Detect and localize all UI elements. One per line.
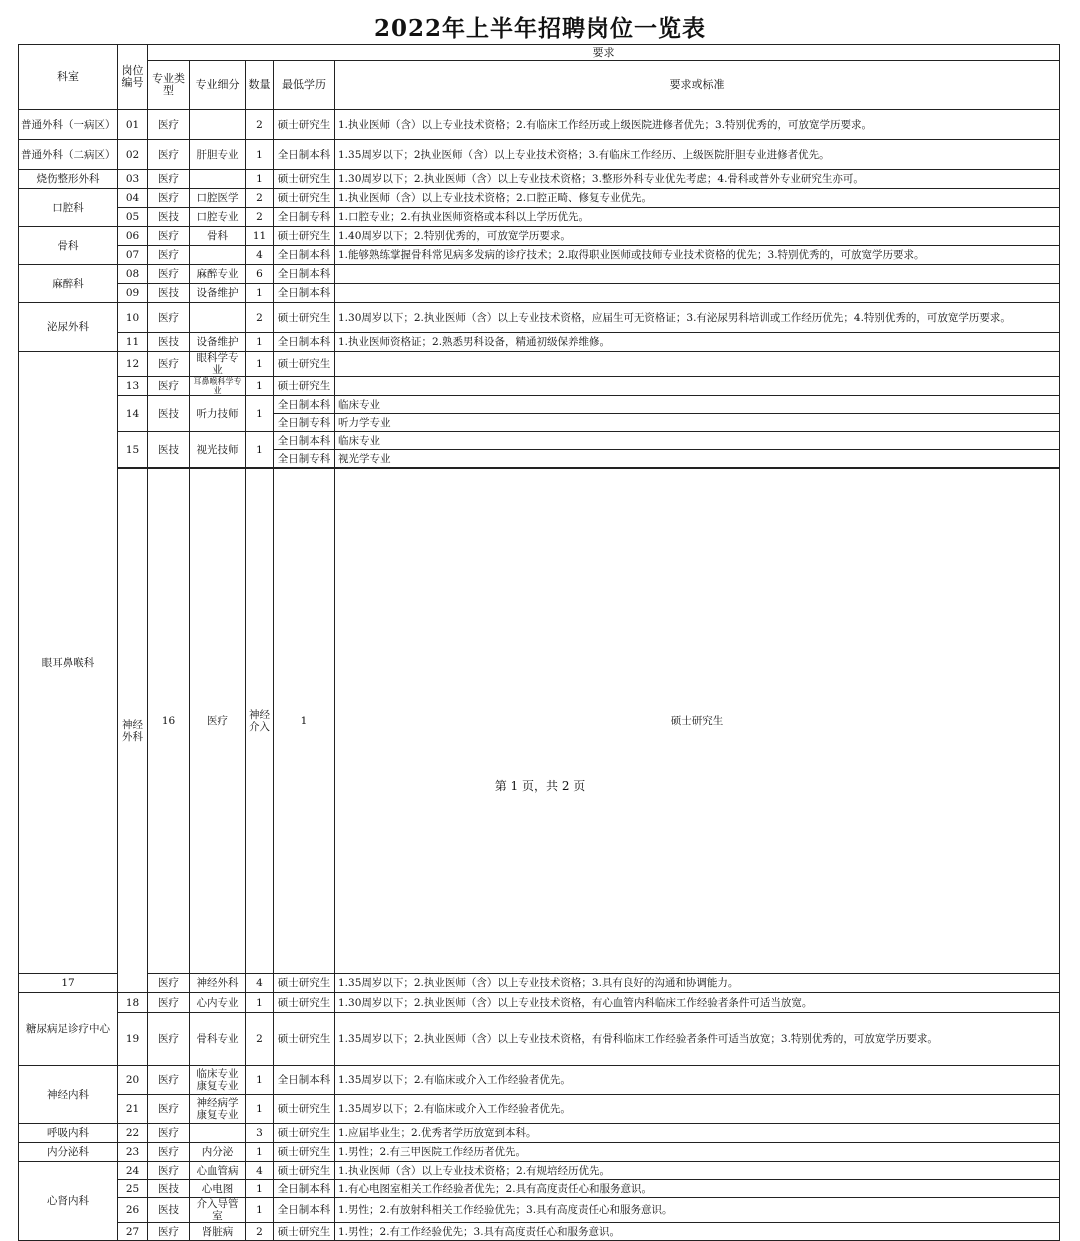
requirement-cell: 1.执业医师资格证；2.熟悉男科设备，精通初级保养维修。 [335,333,1060,352]
table-row [19,432,1060,450]
count-cell: 1 [246,1095,274,1124]
post-no-cell: 06 [118,227,148,246]
page-title: 2022年上半年招聘岗位一览表 [373,15,706,42]
post-no-cell: 23 [118,1143,148,1162]
specialty-cell: 骨科专业 [190,1013,246,1066]
dept-cell: 口腔科 [19,189,118,227]
education-cell: 全日制本科 [274,1180,335,1198]
type-cell: 医疗 [148,140,190,170]
post-no-cell: 13 [118,377,148,396]
type-cell: 医疗 [148,1223,190,1241]
post-no-cell: 04 [118,189,148,208]
table-row [19,974,1060,993]
count-cell: 2 [246,1223,274,1241]
count-cell: 1 [246,1066,274,1095]
table-row [19,1162,1060,1180]
table-row [19,170,1060,189]
requirement-cell: 1.35周岁以下；2.有临床或介入工作经验者优先。 [335,1095,1060,1124]
type-cell: 医技 [148,1180,190,1198]
specialty-cell: 口腔医学 [190,189,246,208]
table-row [19,189,1060,208]
count-cell: 4 [246,1162,274,1180]
table-row [19,110,1060,140]
count-cell: 1 [246,993,274,1013]
requirement-cell: 1.执业医师（含）以上专业技术资格；2.有临床工作经历或上级医院进修者优先；3.特别优秀的，可放宽学历要求。 [335,110,1060,140]
header-count: 数量 [246,61,274,110]
count-cell: 1 [246,333,274,352]
table-row [19,1013,1060,1066]
type-cell: 医疗 [148,227,190,246]
recruitment-table [18,44,1060,1241]
education-cell: 全日制本科 [274,1066,335,1095]
education-cell: 全日制本科 [274,284,335,303]
post-no-cell: 03 [118,170,148,189]
requirement-cell: 1.有心电图室相关工作经验者优先；2.具有高度责任心和服务意识。 [335,1180,1060,1198]
dept-cell: 麻醉科 [19,265,118,303]
education-cell: 全日制专科 [274,450,335,468]
count-cell: 1 [246,377,274,396]
table-row [19,396,1060,414]
type-cell: 医疗 [148,1162,190,1180]
type-cell: 医疗 [148,974,190,993]
specialty-cell: 肝胆专业 [190,140,246,170]
requirement-cell: 1.执业医师（含）以上专业技术资格；2.口腔正畸、修复专业优先。 [335,189,1060,208]
post-no-cell: 26 [118,1198,148,1223]
specialty-cell: 设备维护 [190,333,246,352]
education-cell: 全日制本科 [274,265,335,284]
specialty-cell: 耳鼻喉科学专业 [190,377,246,396]
table-row [19,1095,1060,1124]
education-cell: 硕士研究生 [335,469,1060,974]
header-requirements: 要求 [148,45,1060,61]
requirement-cell: 1.男性；2.有工作经验优先；3.具有高度责任心和服务意识。 [335,1223,1060,1241]
table-row [19,377,1060,396]
type-cell: 医技 [148,432,190,468]
type-cell: 医疗 [148,1124,190,1143]
dept-cell: 糖尿病足诊疗中心 [19,993,118,1066]
requirement-cell: 1.能够熟练掌握骨科常见病多发病的诊疗技术；2.取得职业医师或技师专业技术资格的优先；3.特别优秀的，可放宽学历要求。 [335,246,1060,265]
specialty-cell: 口腔专业 [190,208,246,227]
education-cell: 全日制本科 [274,1198,335,1223]
table-row [19,469,1060,974]
type-cell: 医疗 [148,1066,190,1095]
post-no-cell: 18 [118,993,148,1013]
type-cell: 医技 [148,284,190,303]
specialty-cell [190,246,246,265]
education-cell: 硕士研究生 [274,377,335,396]
requirement-cell: 1.30周岁以下；2.执业医师（含）以上专业技术资格，应届生可无资格证；3.有泌尿男科培训或工作经历优先；4.特别优秀的，可放宽学历要求。 [335,303,1060,333]
type-cell: 医疗 [148,352,190,377]
header-type: 专业类型 [148,61,190,110]
count-cell: 2 [246,1013,274,1066]
requirement-cell: 听力学专业 [335,414,1060,432]
specialty-cell: 神经外科 [190,974,246,993]
specialty-cell: 神经介入 [246,469,274,974]
education-cell: 硕士研究生 [274,1124,335,1143]
specialty-cell: 设备维护 [190,284,246,303]
education-cell: 硕士研究生 [274,974,335,993]
count-cell: 1 [246,1180,274,1198]
education-cell: 全日制专科 [274,208,335,227]
type-cell: 医技 [148,333,190,352]
requirement-cell: 1.35周岁以下；2.执业医师（含）以上专业技术资格；3.具有良好的沟通和协调能力。 [335,974,1060,993]
post-no-cell: 10 [118,303,148,333]
post-no-cell: 08 [118,265,148,284]
specialty-cell: 心电图 [190,1180,246,1198]
specialty-cell: 眼科学专业 [190,352,246,377]
specialty-cell [190,170,246,189]
type-cell: 医疗 [148,246,190,265]
table-row [19,284,1060,303]
table-row [19,993,1060,1013]
requirement-cell: 视光学专业 [335,450,1060,468]
header-standard: 要求或标准 [335,61,1060,110]
specialty-cell: 内分泌 [190,1143,246,1162]
requirement-cell: 临床专业 [335,396,1060,414]
count-cell: 4 [246,246,274,265]
type-cell: 医疗 [148,265,190,284]
type-cell: 医技 [148,396,190,432]
count-cell: 2 [246,110,274,140]
post-no-cell: 20 [118,1066,148,1095]
requirement-cell: 1.执业医师（含）以上专业技术资格；2.有规培经历优先。 [335,1162,1060,1180]
dept-cell: 呼吸内科 [19,1124,118,1143]
table-row [19,246,1060,265]
specialty-cell: 肾脏病 [190,1223,246,1241]
education-cell: 全日制本科 [274,140,335,170]
requirement-cell [335,377,1060,396]
dept-cell: 普通外科（二病区） [19,140,118,170]
table-row [19,265,1060,284]
education-cell: 全日制本科 [274,333,335,352]
requirement-cell [335,284,1060,303]
type-cell: 医疗 [148,1143,190,1162]
table-row [19,303,1060,333]
specialty-cell: 听力技师 [190,396,246,432]
page-footer: 第 1 页，共 2 页 [494,779,586,793]
specialty-cell [190,303,246,333]
post-no-cell: 09 [118,284,148,303]
requirement-cell: 1.男性；2.有放射科相关工作经验优先；3.具有高度责任心和服务意识。 [335,1198,1060,1223]
education-cell: 硕士研究生 [274,110,335,140]
post-no-cell: 17 [19,974,118,993]
education-cell: 全日制本科 [274,396,335,414]
education-cell: 硕士研究生 [274,189,335,208]
education-cell: 硕士研究生 [274,170,335,189]
count-cell: 1 [246,1198,274,1223]
education-cell: 全日制专科 [274,414,335,432]
post-no-cell: 02 [118,140,148,170]
post-no-cell: 21 [118,1095,148,1124]
header-specialty: 专业细分 [190,61,246,110]
table-row [19,227,1060,246]
dept-cell: 眼耳鼻喉科 [19,352,118,974]
requirement-cell: 1.口腔专业；2.有执业医师资格或本科以上学历优先。 [335,208,1060,227]
count-cell: 11 [246,227,274,246]
count-cell: 6 [246,265,274,284]
post-no-cell: 25 [118,1180,148,1198]
type-cell: 医技 [148,1198,190,1223]
type-cell: 医疗 [190,469,246,974]
count-cell: 1 [274,469,335,974]
count-cell: 1 [246,432,274,468]
dept-cell: 心肾内科 [19,1162,118,1241]
requirement-cell [335,265,1060,284]
specialty-cell: 视光技师 [190,432,246,468]
table-row [19,1066,1060,1095]
post-no-cell: 24 [118,1162,148,1180]
type-cell: 医疗 [148,377,190,396]
type-cell: 医疗 [148,110,190,140]
education-cell: 硕士研究生 [274,1143,335,1162]
type-cell: 医疗 [148,1095,190,1124]
header-dept: 科室 [19,45,118,110]
table-row [19,1124,1060,1143]
dept-cell: 内分泌科 [19,1143,118,1162]
specialty-cell [190,110,246,140]
specialty-cell [190,1124,246,1143]
type-cell: 医疗 [148,189,190,208]
count-cell: 1 [246,140,274,170]
type-cell: 医疗 [148,170,190,189]
dept-cell: 神经外科 [118,469,148,993]
count-cell: 1 [246,170,274,189]
table-row [19,1143,1060,1162]
requirement-cell: 1.35周岁以下；2执业医师（含）以上专业技术资格；3.有临床工作经历、上级医院肝胆专业进修者优先。 [335,140,1060,170]
dept-cell: 骨科 [19,227,118,265]
post-no-cell: 01 [118,110,148,140]
count-cell: 1 [246,284,274,303]
dept-cell: 泌尿外科 [19,303,118,352]
post-no-cell: 19 [118,1013,148,1066]
count-cell: 2 [246,208,274,227]
type-cell: 医技 [148,208,190,227]
education-cell: 全日制本科 [274,246,335,265]
type-cell: 医疗 [148,303,190,333]
header-post-no: 岗位编号 [118,45,148,110]
education-cell: 硕士研究生 [274,1013,335,1066]
dept-cell: 烧伤整形外科 [19,170,118,189]
post-no-cell: 15 [118,432,148,468]
post-no-cell: 07 [118,246,148,265]
count-cell: 2 [246,303,274,333]
dept-cell: 神经内科 [19,1066,118,1124]
count-cell: 1 [246,396,274,432]
table-row [19,140,1060,170]
specialty-cell: 心血管病 [190,1162,246,1180]
specialty-cell: 介入导管室 [190,1198,246,1223]
education-cell: 硕士研究生 [274,1162,335,1180]
table-row [19,208,1060,227]
requirement-cell: 1.应届毕业生；2.优秀者学历放宽到本科。 [335,1124,1060,1143]
table-row [19,352,1060,377]
table-row [19,1198,1060,1223]
specialty-cell: 骨科 [190,227,246,246]
type-cell: 医疗 [148,993,190,1013]
education-cell: 硕士研究生 [274,352,335,377]
education-cell: 硕士研究生 [274,1223,335,1241]
post-no-cell: 16 [148,469,190,974]
table-row [19,333,1060,352]
specialty-cell: 麻醉专业 [190,265,246,284]
type-cell: 医疗 [148,1013,190,1066]
table-row [19,1223,1060,1241]
requirement-cell: 1.40周岁以下；2.特别优秀的，可放宽学历要求。 [335,227,1060,246]
specialty-cell: 神经病学 康复专业 [190,1095,246,1124]
requirement-cell [335,352,1060,377]
post-no-cell: 11 [118,333,148,352]
requirement-cell: 1.35周岁以下；2.执业医师（含）以上专业技术资格，有骨科临床工作经验者条件可适当放宽；3.特别优秀的，可放宽学历要求。 [335,1013,1060,1066]
requirement-cell: 1.30周岁以下；2.执业医师（含）以上专业技术资格；3.整形外科专业优先考虑；4.骨科或普外专业研究生亦可。 [335,170,1060,189]
education-cell: 全日制本科 [274,432,335,450]
requirement-cell: 1.35周岁以下；2.有临床或介入工作经验者优先。 [335,1066,1060,1095]
dept-cell: 普通外科（一病区） [19,110,118,140]
count-cell: 2 [246,189,274,208]
education-cell: 硕士研究生 [274,993,335,1013]
recruitment-table-container [18,44,1059,1241]
count-cell: 1 [246,352,274,377]
count-cell: 1 [246,1143,274,1162]
post-no-cell: 12 [118,352,148,377]
post-no-cell: 22 [118,1124,148,1143]
count-cell: 3 [246,1124,274,1143]
post-no-cell: 05 [118,208,148,227]
specialty-cell: 心内专业 [190,993,246,1013]
post-no-cell: 27 [118,1223,148,1241]
specialty-cell: 临床专业 康复专业 [190,1066,246,1095]
post-no-cell: 14 [118,396,148,432]
count-cell: 4 [246,974,274,993]
header-education: 最低学历 [274,61,335,110]
table-row [19,1180,1060,1198]
education-cell: 硕士研究生 [274,227,335,246]
requirement-cell: 1.男性；2.有三甲医院工作经历者优先。 [335,1143,1060,1162]
education-cell: 硕士研究生 [274,1095,335,1124]
requirement-cell: 临床专业 [335,432,1060,450]
requirement-cell: 1.30周岁以下；2.执业医师（含）以上专业技术资格，有心血管内科临床工作经验者条件可适当放宽。 [335,993,1060,1013]
education-cell: 硕士研究生 [274,303,335,333]
